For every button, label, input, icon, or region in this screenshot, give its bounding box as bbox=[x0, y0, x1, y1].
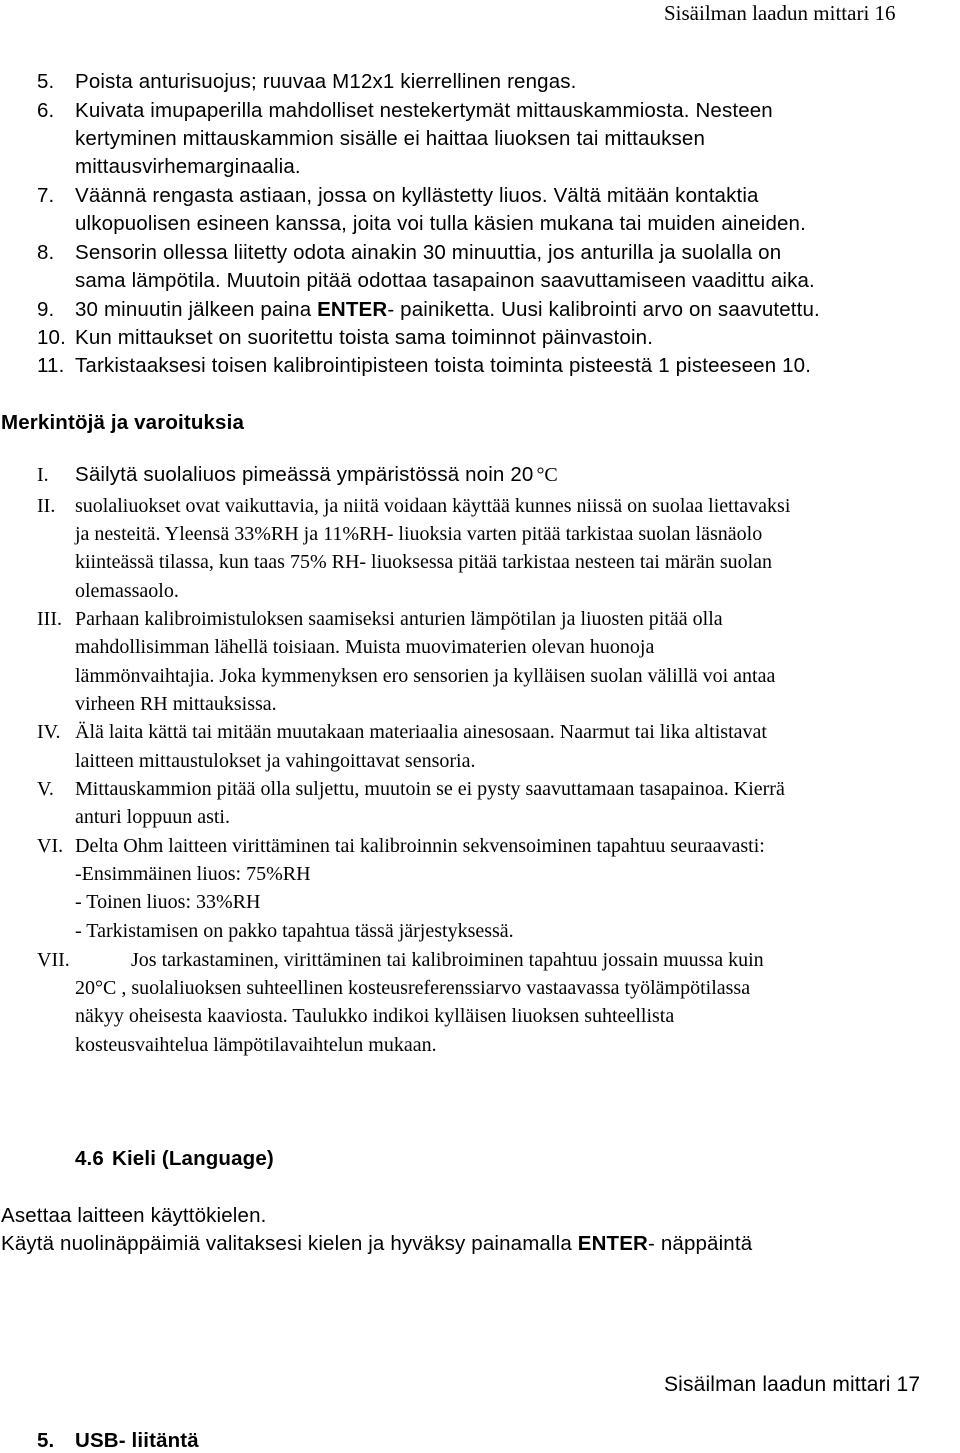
enter-key-label: ENTER bbox=[317, 298, 388, 321]
note-3-number: III. bbox=[37, 608, 62, 630]
language-text-line-1: Asettaa laitteen käyttökielen. bbox=[1, 1204, 267, 1227]
page-footer: Sisäilman laadun mittari 17 bbox=[664, 1373, 921, 1396]
note-7-line-4: kosteusvaihtelua lämpötilavaihtelun mukaan. bbox=[75, 1034, 437, 1056]
language-text-line-2: Käytä nuolinäppäimiä valitaksesi kielen ja hyväksy painamalla ENTER- näppäintä bbox=[1, 1232, 753, 1255]
note-2-line-2: ja nesteitä. Yleensä 33%RH ja 11%RH- liuoksia varten pitää tarkistaa suolan läsnäolo bbox=[75, 523, 763, 545]
note-5-number: V. bbox=[37, 778, 54, 800]
step-7-number: 7. bbox=[37, 184, 55, 207]
step-6-line-3: mittausvirhemarginaalia. bbox=[75, 155, 301, 178]
section-4-6-number: 4.6 bbox=[75, 1147, 104, 1170]
note-3-line-3: lämmönvaihtajia. Joka kymmenyksen ero sensorien ja kylläisen suolan välillä voi antaa bbox=[75, 665, 776, 687]
step-7-line-1: Väännä rengasta astiaan, jossa on kyllästetty liuos. Vältä mitään kontaktia bbox=[75, 184, 759, 207]
note-1-text: Säilytä suolaliuos pimeässä ympäristössä noin 20 °C bbox=[75, 463, 558, 486]
section-5-title: USB- liitäntä bbox=[75, 1429, 199, 1452]
note-7-number: VII. bbox=[37, 949, 70, 971]
note-6-number: VI. bbox=[37, 835, 64, 857]
note-3-line-2: mahdollisimman lähellä toisiaan. Muista muovimaterien olevan huonoja bbox=[75, 636, 655, 658]
step-10-number: 10. bbox=[37, 326, 66, 349]
step-6-line-1: Kuivata imupaperilla mahdolliset nestekertymät mittauskammiosta. Nesteen bbox=[75, 99, 773, 122]
note-2-number: II. bbox=[37, 495, 56, 517]
note-1-number: I. bbox=[37, 464, 49, 486]
note-7-line-3: näkyy oheisesta kaaviosta. Taulukko indikoi kylläisen liuoksen suhteellista bbox=[75, 1005, 675, 1027]
notes-heading: Merkintöjä ja varoituksia bbox=[1, 411, 245, 434]
step-6-line-2: kertyminen mittauskammion sisälle ei haittaa liuoksen tai mittauksen bbox=[75, 127, 706, 150]
note-4-number: IV. bbox=[37, 721, 61, 743]
note-2-line-4: olemassaolo. bbox=[75, 580, 179, 602]
note-2-line-1: suolaliuokset ovat vaikuttavia, ja niitä voidaan käyttää kunnes niissä on suolaa liettavaksi bbox=[75, 495, 791, 517]
note-7-line-2: 20°C , suolaliuoksen suhteellinen kosteusreferenssiarvo vastaavassa työlämpötilassa bbox=[75, 977, 751, 999]
step-8-line-1: Sensorin ollessa liitetty odota ainakin 30 minuuttia, jos anturilla ja suolalla on bbox=[75, 241, 782, 264]
note-3-line-4: virheen RH mittauksissa. bbox=[75, 693, 277, 715]
note-6-line-4: - Tarkistamisen on pakko tapahtua tässä järjestyksessä. bbox=[75, 920, 514, 942]
step-8-line-2: sama lämpötila. Muutoin pitää odottaa tasapainon saavuttamiseen vaadittu aika. bbox=[75, 269, 815, 292]
step-9-text: 30 minuutin jälkeen paina ENTER- painiketta. Uusi kalibrointi arvo on saavutettu. bbox=[75, 298, 820, 321]
step-8-number: 8. bbox=[37, 241, 55, 264]
step-5-number: 5. bbox=[37, 70, 55, 93]
enter-key-label-2: ENTER bbox=[577, 1232, 649, 1255]
step-6-number: 6. bbox=[37, 99, 55, 122]
step-11-text: Tarkistaaksesi toisen kalibrointipisteen toista toiminta pisteestä 1 pisteeseen 10. bbox=[75, 354, 812, 377]
note-6-line-2: -Ensimmäinen liuos: 75%RH bbox=[75, 863, 311, 885]
step-11-number: 11. bbox=[37, 354, 65, 377]
section-5-number: 5. bbox=[37, 1429, 55, 1452]
step-9-number: 9. bbox=[37, 298, 55, 321]
step-10-text: Kun mittaukset on suoritettu toista sama toiminnot päinvastoin. bbox=[75, 326, 654, 349]
step-5-text: Poista anturisuojus; ruuvaa M12x1 kierrellinen rengas. bbox=[75, 70, 577, 93]
section-4-6-title: Kieli (Language) bbox=[112, 1147, 274, 1170]
note-6-line-1: Delta Ohm laitteen virittäminen tai kalibroinnin sekvensoiminen tapahtuu seuraavasti: bbox=[75, 835, 765, 857]
step-7-line-2: ulkopuolisen esineen kanssa, joita voi tulla käsien mukana tai muiden aineiden. bbox=[75, 212, 806, 235]
note-4-line-1: Älä laita kättä tai mitään muutakaan materiaalia ainesosaan. Naarmut tai lika altistavat bbox=[75, 721, 767, 743]
note-6-line-3: - Toinen liuos: 33%RH bbox=[75, 891, 261, 913]
note-2-line-3: kiinteässä tilassa, kun taas 75% RH- liuoksessa pitää tarkistaa nesteen tai märän suolan bbox=[75, 551, 773, 573]
note-4-line-2: laitteen mittaustulokset ja vahingoittavat sensoria. bbox=[75, 750, 476, 772]
note-5-line-1: Mittauskammion pitää olla suljettu, muutoin se ei pysty saavuttamaan tasapainoa. Kierrä bbox=[75, 778, 785, 800]
note-3-line-1: Parhaan kalibroimistuloksen saamiseksi anturien lämpötilan ja liuosten pitää olla bbox=[75, 608, 723, 630]
note-5-line-2: anturi loppuun asti. bbox=[75, 806, 230, 828]
note-7-line-1: Jos tarkastaminen, virittäminen tai kalibroiminen tapahtuu jossain muussa kuin bbox=[131, 949, 764, 971]
page-header: Sisäilman laadun mittari 16 bbox=[664, 1, 896, 25]
